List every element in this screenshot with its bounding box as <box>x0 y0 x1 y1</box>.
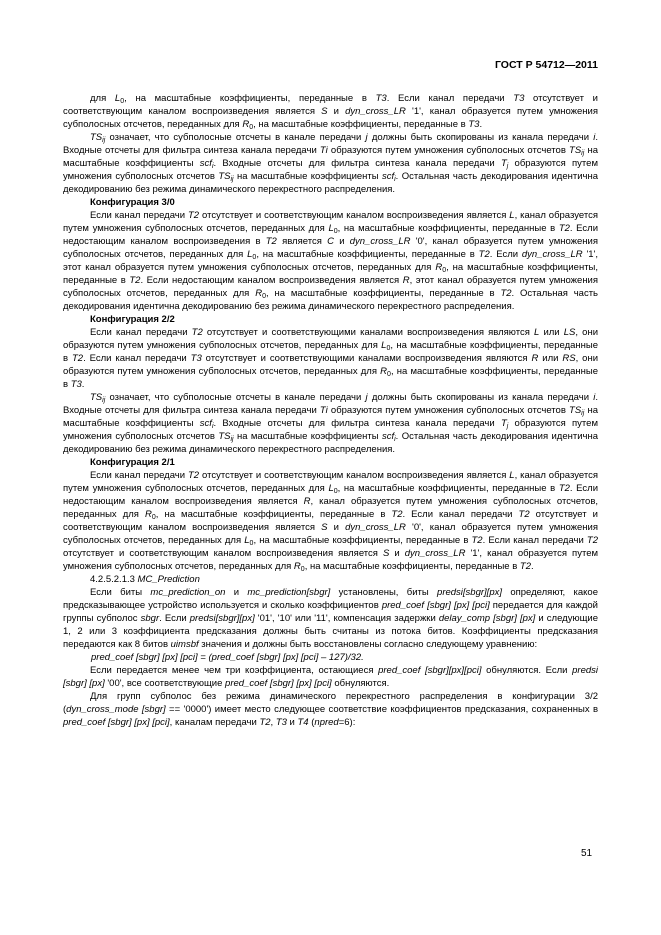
paragraph: Если канал передачи T2 отсутствует и соответствующим каналом воспроизведения является L, канал образуется путем умножения субполосных отсчетов, переданных для $L_0$, на масштабные коэффициенты, переданные в T2. Если недостающим каналом воспроизведения в T2 является C и dyn_cross_LR '0', канал образуется путем умножения субполосных отсчетов, переданных для $L_0$, на масштабные коэффициенты, переданные в T2. Если dyn_cross_LR '1', этот канал образуется путем умножения субполосных отсчетов, переданных для $R_0$, на масштабные коэффициенты, переданные в T2. Если недостающим каналом воспроизведения является R, этот канал образуется путем умножения субполосных отсчетов, переданных для $R_0$, на масштабные коэффициенты, переданные в T2. Остальная часть декодирования идентична декодированию без режима динамического перекрестного распределения. <box>63 210 599 312</box>
config-heading: Конфигурация 2/2 <box>90 314 175 325</box>
page-header: ГОСТ Р 54712—2011 <box>494 59 598 71</box>
paragraph: Если канал передачи T2 отсутствует и соответствующими каналами воспроизведения являются L или LS, они образуются путем умножения субполосных отсчетов, переданных для $L_0$, на масштабные коэффициенты, переданные в T2. Если канал передачи T3 отсутствует и соответствующими каналами воспроизведения являются R или RS, они образуются путем умножения субполосных отсчетов, переданных для $R_0$, на масштабные коэффициенты, переданные в T3. <box>63 327 599 390</box>
paragraph: Если канал передачи T2 отсутствует и соответствующим каналом воспроизведения является L, канал образуется путем умножения субполосных отсчетов, переданных для $L_0$, на масштабные коэффициенты, переданные в T2. Если недостающим каналом воспроизведения является R, канал образуется путем умножения субполосных отсчетов, переданных для $R_0$, на масштабные коэффициенты, переданные в T2. Если канал передачи T2 отсутствует и соответствующим каналом воспроизведения является S и dyn_cross_LR '0', канал образуется путем умножения субполосных отсчетов, переданных для $L_0$, на масштабные коэффициенты, переданные в T2. Если канал передачи T2 отсутствует и соответствующим каналом воспроизведения является S и dyn_cross_LR '1', канал образуется путем умножения субполосных отсчетов, переданных для $R_0$, на масштабные коэффициенты, переданные в T2. <box>63 470 599 573</box>
paragraph: Если биты mc_prediction_on и mc_prediction[sbgr] установлены, биты predsi[sbgr][px] определяют, какое предсказывающее устройство используется и сколько коэффициентов pred_coef [sbgr] [px] [pci] передается для каждой группы субполос sbgr. Если predsi[sbgr][px] '01', '10' или '11', компенсация задержки delay_comp [sbgr] [px] и следующие 1, 2 или 3 коэффициента предсказания должны быть считаны из потока битов. Коэффициенты предсказания передаются как 8 битов uimsbf значения и должны быть восстановлены согласно следующему уравнению: <box>63 587 598 650</box>
formula: pred_coef [sbgr] [px] [pci] = (pred_coef [sbgr] [px] [pci] – 127)/32. <box>91 652 364 663</box>
paragraph: Для групп субполос без режима динамического перекрестного распределения в конфигурации 3/2 (dyn_cross_mode [sbgr] == '0000') имеет место следующее соответствие коэффициентов предсказания, сохраненных в pred_coef [sbgr] [px] [pci], каналам передачи T2, T3 и T4 (npred=6): <box>63 691 598 728</box>
paragraph: для $L_0$, на масштабные коэффициенты, переданные в T3. Если канал передачи T3 отсутствует и соответствующим каналом воспроизведения является S и dyn_cross_LR '1', канал образуется путем умножения субполосных отсчетов, переданных для $R_0$, на масштабные коэффициенты, переданные в T3. <box>63 93 599 131</box>
config-heading: Конфигурация 3/0 <box>90 197 175 208</box>
config-heading: Конфигурация 2/1 <box>90 457 175 468</box>
page-number: 51 <box>581 848 593 859</box>
section-title: 4.2.5.2.1.3 MC_Prediction <box>90 574 200 585</box>
paragraph: Если передается менее чем три коэффициента, остающиеся pred_coef [sbgr][px][pci] обнуляются. Если predsi [sbgr] [px] '00', все соответствующие pred_coef [sbgr] [px] [pci] обнуляются. <box>63 665 598 689</box>
paragraph: $TS_{ij}$ означает, что субполосные отсчеты в канале передачи j должны быть скопированы из канала передачи i. Входные отсчеты для фильтра синтеза канала передачи Ti образуются путем умножения субполосных отсчетов $TS_{ij}$ на масштабные коэффициенты scf$_i$. Входные отсчеты для фильтра синтеза канала передачи $T_j$ образуются путем умножения субполосных отсчетов $TS_{ij}$ на масштабные коэффициенты scf$_i$. Остальная часть декодирования идентична декодированию без режима динамического перекрестного распределения. <box>63 132 598 195</box>
document-body <box>63 92 598 729</box>
paragraph: $TS_{ij}$ означает, что субполосные отсчеты в канале передачи j должны быть скопированы из канала передачи i. Входные отсчеты для фильтра синтеза канала передачи Ti образуются путем умножения субполосных отсчетов $TS_{ij}$ на масштабные коэффициенты scf$_i$. Входные отсчеты для фильтра синтеза канала передачи $T_j$ образуются путем умножения субполосных отсчетов $TS_{ij}$ на масштабные коэффициенты scf$_i$. Остальная часть декодирования идентична декодированию без режима динамического перекрестного распределения. <box>63 392 598 455</box>
